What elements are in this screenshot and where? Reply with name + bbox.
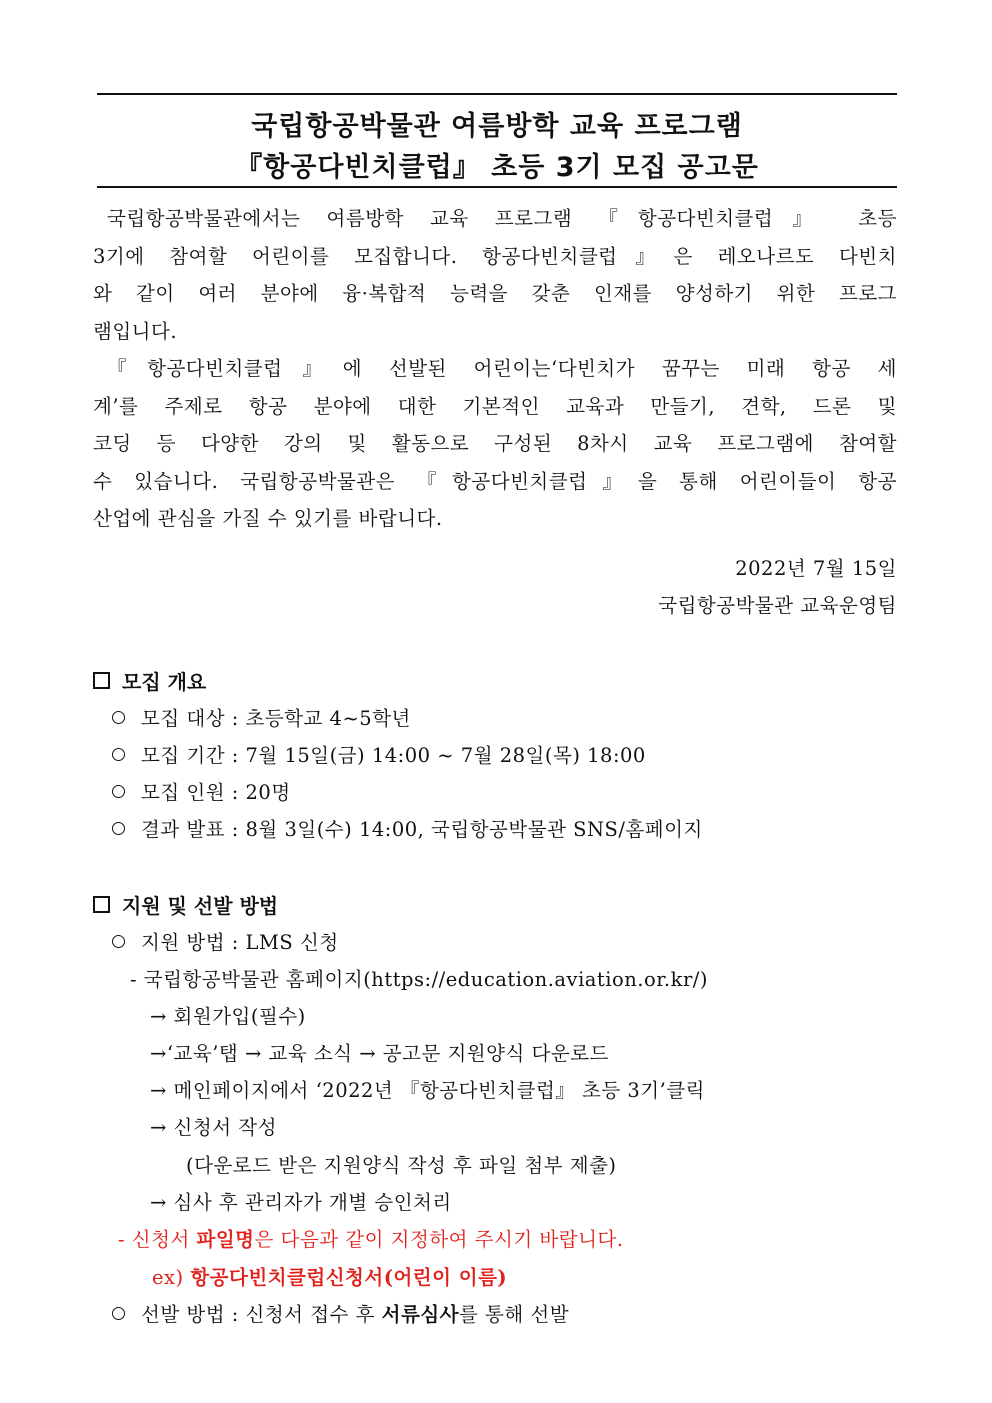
intro-line: 『항공다빈치클럽』에 선발된 어린이는‘다빈치가 꿈꾸는 미래 항공 세: [107, 357, 897, 380]
intro-line: 코딩 등 다양한 강의 및 활동으로 구성된 8차시 교육 프로그램에 참여할: [93, 432, 897, 455]
issuing-organization: 국립항공박물관 교육운영팀: [658, 594, 897, 617]
circle-bullet-icon: [112, 1307, 125, 1320]
intro-paragraph-2: [93, 350, 897, 538]
step-item: → 심사 후 관리자가 개별 승인처리: [150, 1191, 452, 1214]
overview-item: 모집 대상 : 초등학교 4~5학년: [112, 703, 411, 731]
section-heading-overview: [93, 666, 206, 695]
step-item: →‘교육’탭 → 교육 소식 → 공고문 지원양식 다운로드: [150, 1042, 609, 1065]
step-note: (다운로드 받은 지원양식 작성 후 파일 첨부 제출): [186, 1154, 617, 1177]
step-item: → 메인페이지에서 ‘2022년 『항공다빈치클럽』 초등 3기’클릭: [150, 1079, 706, 1102]
intro-line: 3기에 참여할 어린이를 모집합니다. 항공다빈치클럽』은 레오나르도 다빈치: [93, 244, 897, 268]
overview-item: 모집 인원 : 20명: [112, 777, 291, 805]
page-subtitle: 『항공다빈치클럽』 초등 3기 모집 공고문: [235, 152, 759, 183]
page-title: 국립항공박물관 여름방학 교육 프로그램: [251, 111, 743, 142]
circle-bullet-icon: [112, 785, 125, 798]
circle-bullet-icon: [112, 822, 125, 835]
filename-instruction: - 신청서 파일명은 다음과 같이 지정하여 주시기 바랍니다.: [118, 1228, 624, 1251]
section-heading-application: [93, 890, 278, 919]
announcement-date: 2022년 7월 15일: [735, 557, 897, 580]
intro-line: 계’를 주제로 항공 분야에 대한 기본적인 교육과 만들기, 견학, 드론 및: [93, 394, 897, 418]
filename-example: ex) 항공다빈치클럽신청서(어린이 이름): [152, 1266, 508, 1289]
circle-bullet-icon: [112, 935, 125, 948]
checkbox-square-icon: [93, 672, 110, 689]
overview-item: 모집 기간 : 7월 15일(금) 14:00 ~ 7월 28일(목) 18:00: [112, 740, 646, 768]
selection-method: 선발 방법 : 신청서 접수 후 서류심사를 통해 선발: [112, 1299, 569, 1327]
step-item: → 신청서 작성: [150, 1116, 277, 1139]
intro-paragraph-1: [93, 200, 897, 350]
title-bottom-rule: [97, 186, 897, 188]
checkbox-square-icon: [93, 896, 110, 913]
title-top-rule: [97, 93, 897, 95]
step-item: → 회원가입(필수): [150, 1005, 306, 1028]
circle-bullet-icon: [112, 748, 125, 761]
overview-item: 결과 발표 : 8월 3일(수) 14:00, 국립항공박물관 SNS/홈페이지: [112, 814, 703, 842]
intro-line: 국립항공박물관에서는 여름방학 교육 프로그램 『항공다빈치클럽』 초등: [107, 207, 897, 230]
homepage-line: - 국립항공박물관 홈페이지(https://education.aviation.or.kr/): [130, 968, 708, 991]
intro-line: 수 있습니다. 국립항공박물관은 『항공다빈치클럽』을 통해 어린이들이 항공: [93, 469, 897, 493]
section-heading-text: 지원 및 선발 방법: [122, 894, 279, 918]
intro-line: 산업에 관심을 가질 수 있기를 바랍니다.: [93, 507, 443, 530]
application-method: 지원 방법 : LMS 신청: [112, 927, 339, 955]
circle-bullet-icon: [112, 711, 125, 724]
intro-line: 와 같이 여러 분야에 융·복합적 능력을 갖춘 인재를 양성하기 위한 프로그: [93, 282, 897, 305]
intro-line: 램입니다.: [93, 319, 178, 343]
section-heading-text: 모집 개요: [122, 670, 207, 694]
